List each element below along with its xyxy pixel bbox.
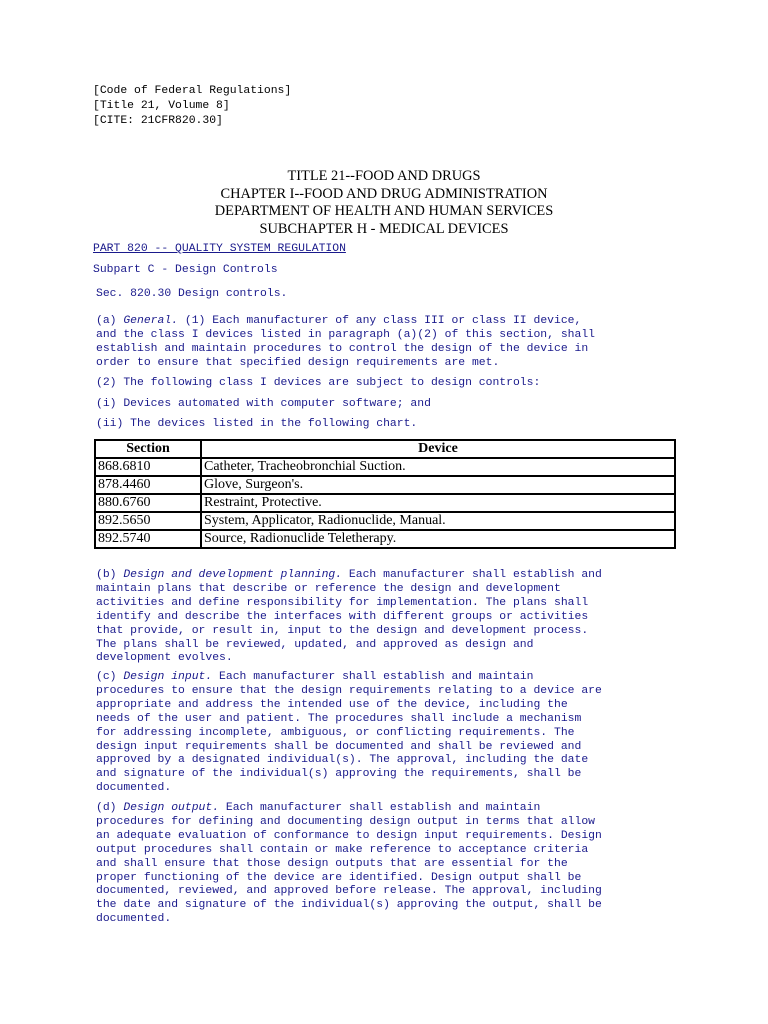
para-text: for addressing incomplete, ambiguous, or conflicting requirements. The bbox=[96, 726, 575, 739]
document-titles bbox=[0, 168, 768, 238]
section-heading: Sec. 820.30 Design controls. bbox=[96, 288, 288, 300]
para-term: Design output. bbox=[123, 802, 220, 814]
para-label: (a) bbox=[96, 315, 124, 327]
section-cell: 878.4460 bbox=[95, 476, 201, 494]
citation-line: [CITE: 21CFR820.30] bbox=[93, 115, 223, 127]
para-text: procedures to ensure that the design requirements relating to a device are bbox=[96, 684, 602, 697]
device-table bbox=[94, 439, 676, 549]
para-term: Design input. bbox=[123, 671, 213, 683]
subchapter-line: SUBCHAPTER H - MEDICAL DEVICES bbox=[259, 220, 509, 237]
paragraph-b bbox=[96, 569, 676, 666]
para-text: (i) Devices automated with computer software; and bbox=[96, 398, 431, 410]
para-text: the date and signature of the individual(s) approving the output, shall be bbox=[96, 899, 602, 912]
para-text: and shall ensure that those design outputs that are essential for the bbox=[96, 857, 568, 870]
para-text: an adequate evaluation of conformance to design input requirements. Design bbox=[96, 829, 602, 842]
table-row bbox=[95, 530, 675, 548]
para-text: documented. bbox=[96, 913, 172, 926]
subpart-heading: Subpart C - Design Controls bbox=[93, 264, 278, 276]
device-cell: System, Applicator, Radionuclide, Manual. bbox=[201, 512, 675, 530]
para-text: documented. bbox=[96, 782, 172, 795]
column-header-device: Device bbox=[201, 440, 675, 458]
para-text: design input requirements shall be documented and shall be reviewed and bbox=[96, 740, 582, 753]
para-text: proper functioning of the device are identified. Design output shall be bbox=[96, 871, 582, 884]
section-cell: 868.6810 bbox=[95, 458, 201, 476]
citation-header bbox=[93, 84, 291, 129]
para-text: The plans shall be reviewed, updated, and approved as design and bbox=[96, 638, 534, 651]
paragraph-a2ii bbox=[96, 418, 676, 432]
table-row bbox=[95, 512, 675, 530]
para-text: and the class I devices listed in paragraph (a)(2) of this section, shall bbox=[96, 328, 595, 341]
para-label: (d) bbox=[96, 802, 124, 814]
column-header-section: Section bbox=[95, 440, 201, 458]
department-line: DEPARTMENT OF HEALTH AND HUMAN SERVICES bbox=[214, 203, 554, 219]
citation-line: [Title 21, Volume 8] bbox=[93, 100, 230, 112]
para-term: General. bbox=[123, 315, 179, 327]
device-cell: Glove, Surgeon's. bbox=[201, 476, 675, 494]
para-text: that provide, or result in, input to the design and development process. bbox=[96, 624, 589, 637]
para-text: appropriate and address the intended use of the device, including the bbox=[96, 698, 568, 711]
para-text: procedures for defining and documenting design output in terms that allow bbox=[96, 815, 595, 828]
table-row bbox=[95, 476, 675, 494]
para-text: maintain plans that describe or reference the design and development bbox=[96, 582, 561, 595]
section-cell: 892.5740 bbox=[95, 530, 201, 548]
para-label: (c) bbox=[96, 671, 124, 683]
para-text: needs of the user and patient. The procedures shall include a mechanism bbox=[96, 712, 582, 725]
para-text: (ii) The devices listed in the following chart. bbox=[96, 418, 418, 430]
device-cell: Catheter, Tracheobronchial Suction. bbox=[201, 458, 675, 476]
section-cell: 892.5650 bbox=[95, 512, 201, 530]
para-text: approved by a designated individual(s). The approval, including the date bbox=[96, 754, 589, 767]
para-text: output procedures shall contain or make reference to acceptance criteria bbox=[96, 843, 589, 856]
device-cell: Source, Radionuclide Teletherapy. bbox=[201, 530, 675, 548]
chapter-line: CHAPTER I--FOOD AND DRUG ADMINISTRATION bbox=[220, 185, 548, 202]
part-820-link[interactable]: PART 820 -- QUALITY SYSTEM REGULATION bbox=[93, 243, 346, 255]
para-text: establish and maintain procedures to control the design of the device in bbox=[96, 342, 589, 355]
para-text: order to ensure that specified design requirements are met. bbox=[96, 356, 500, 369]
table-row bbox=[95, 458, 675, 476]
para-text: activities and define responsibility for implementation. The plans shall bbox=[96, 596, 589, 609]
para-text: Each manufacturer shall establish and maintain bbox=[219, 802, 541, 814]
para-text: documented, reviewed, and approved before release. The approval, including bbox=[96, 885, 602, 898]
citation-line: [Code of Federal Regulations] bbox=[93, 85, 292, 97]
table-header-row bbox=[95, 440, 675, 458]
paragraph-d bbox=[96, 802, 676, 927]
para-label: (b) bbox=[96, 569, 124, 581]
para-term: Design and development planning. bbox=[123, 569, 343, 581]
table-row bbox=[95, 494, 675, 512]
paragraph-a2i bbox=[96, 398, 676, 412]
para-text: (2) The following class I devices are subject to design controls: bbox=[96, 377, 541, 389]
para-text: Each manufacturer shall establish and bbox=[342, 569, 602, 581]
paragraph-a bbox=[96, 315, 676, 371]
title-line: TITLE 21--FOOD AND DRUGS bbox=[287, 168, 481, 184]
para-text: Each manufacturer shall establish and maintain bbox=[212, 671, 534, 683]
para-text: identify and describe the interfaces with different groups or activities bbox=[96, 610, 589, 623]
para-text: (1) Each manufacturer of any class III or class II device, bbox=[178, 315, 582, 327]
device-cell: Restraint, Protective. bbox=[201, 494, 675, 512]
para-text: and signature of the individual(s) approving the requirements, shall be bbox=[96, 768, 582, 781]
para-text: development evolves. bbox=[96, 652, 233, 665]
paragraph-a2 bbox=[96, 377, 676, 391]
paragraph-c bbox=[96, 671, 676, 796]
section-cell: 880.6760 bbox=[95, 494, 201, 512]
